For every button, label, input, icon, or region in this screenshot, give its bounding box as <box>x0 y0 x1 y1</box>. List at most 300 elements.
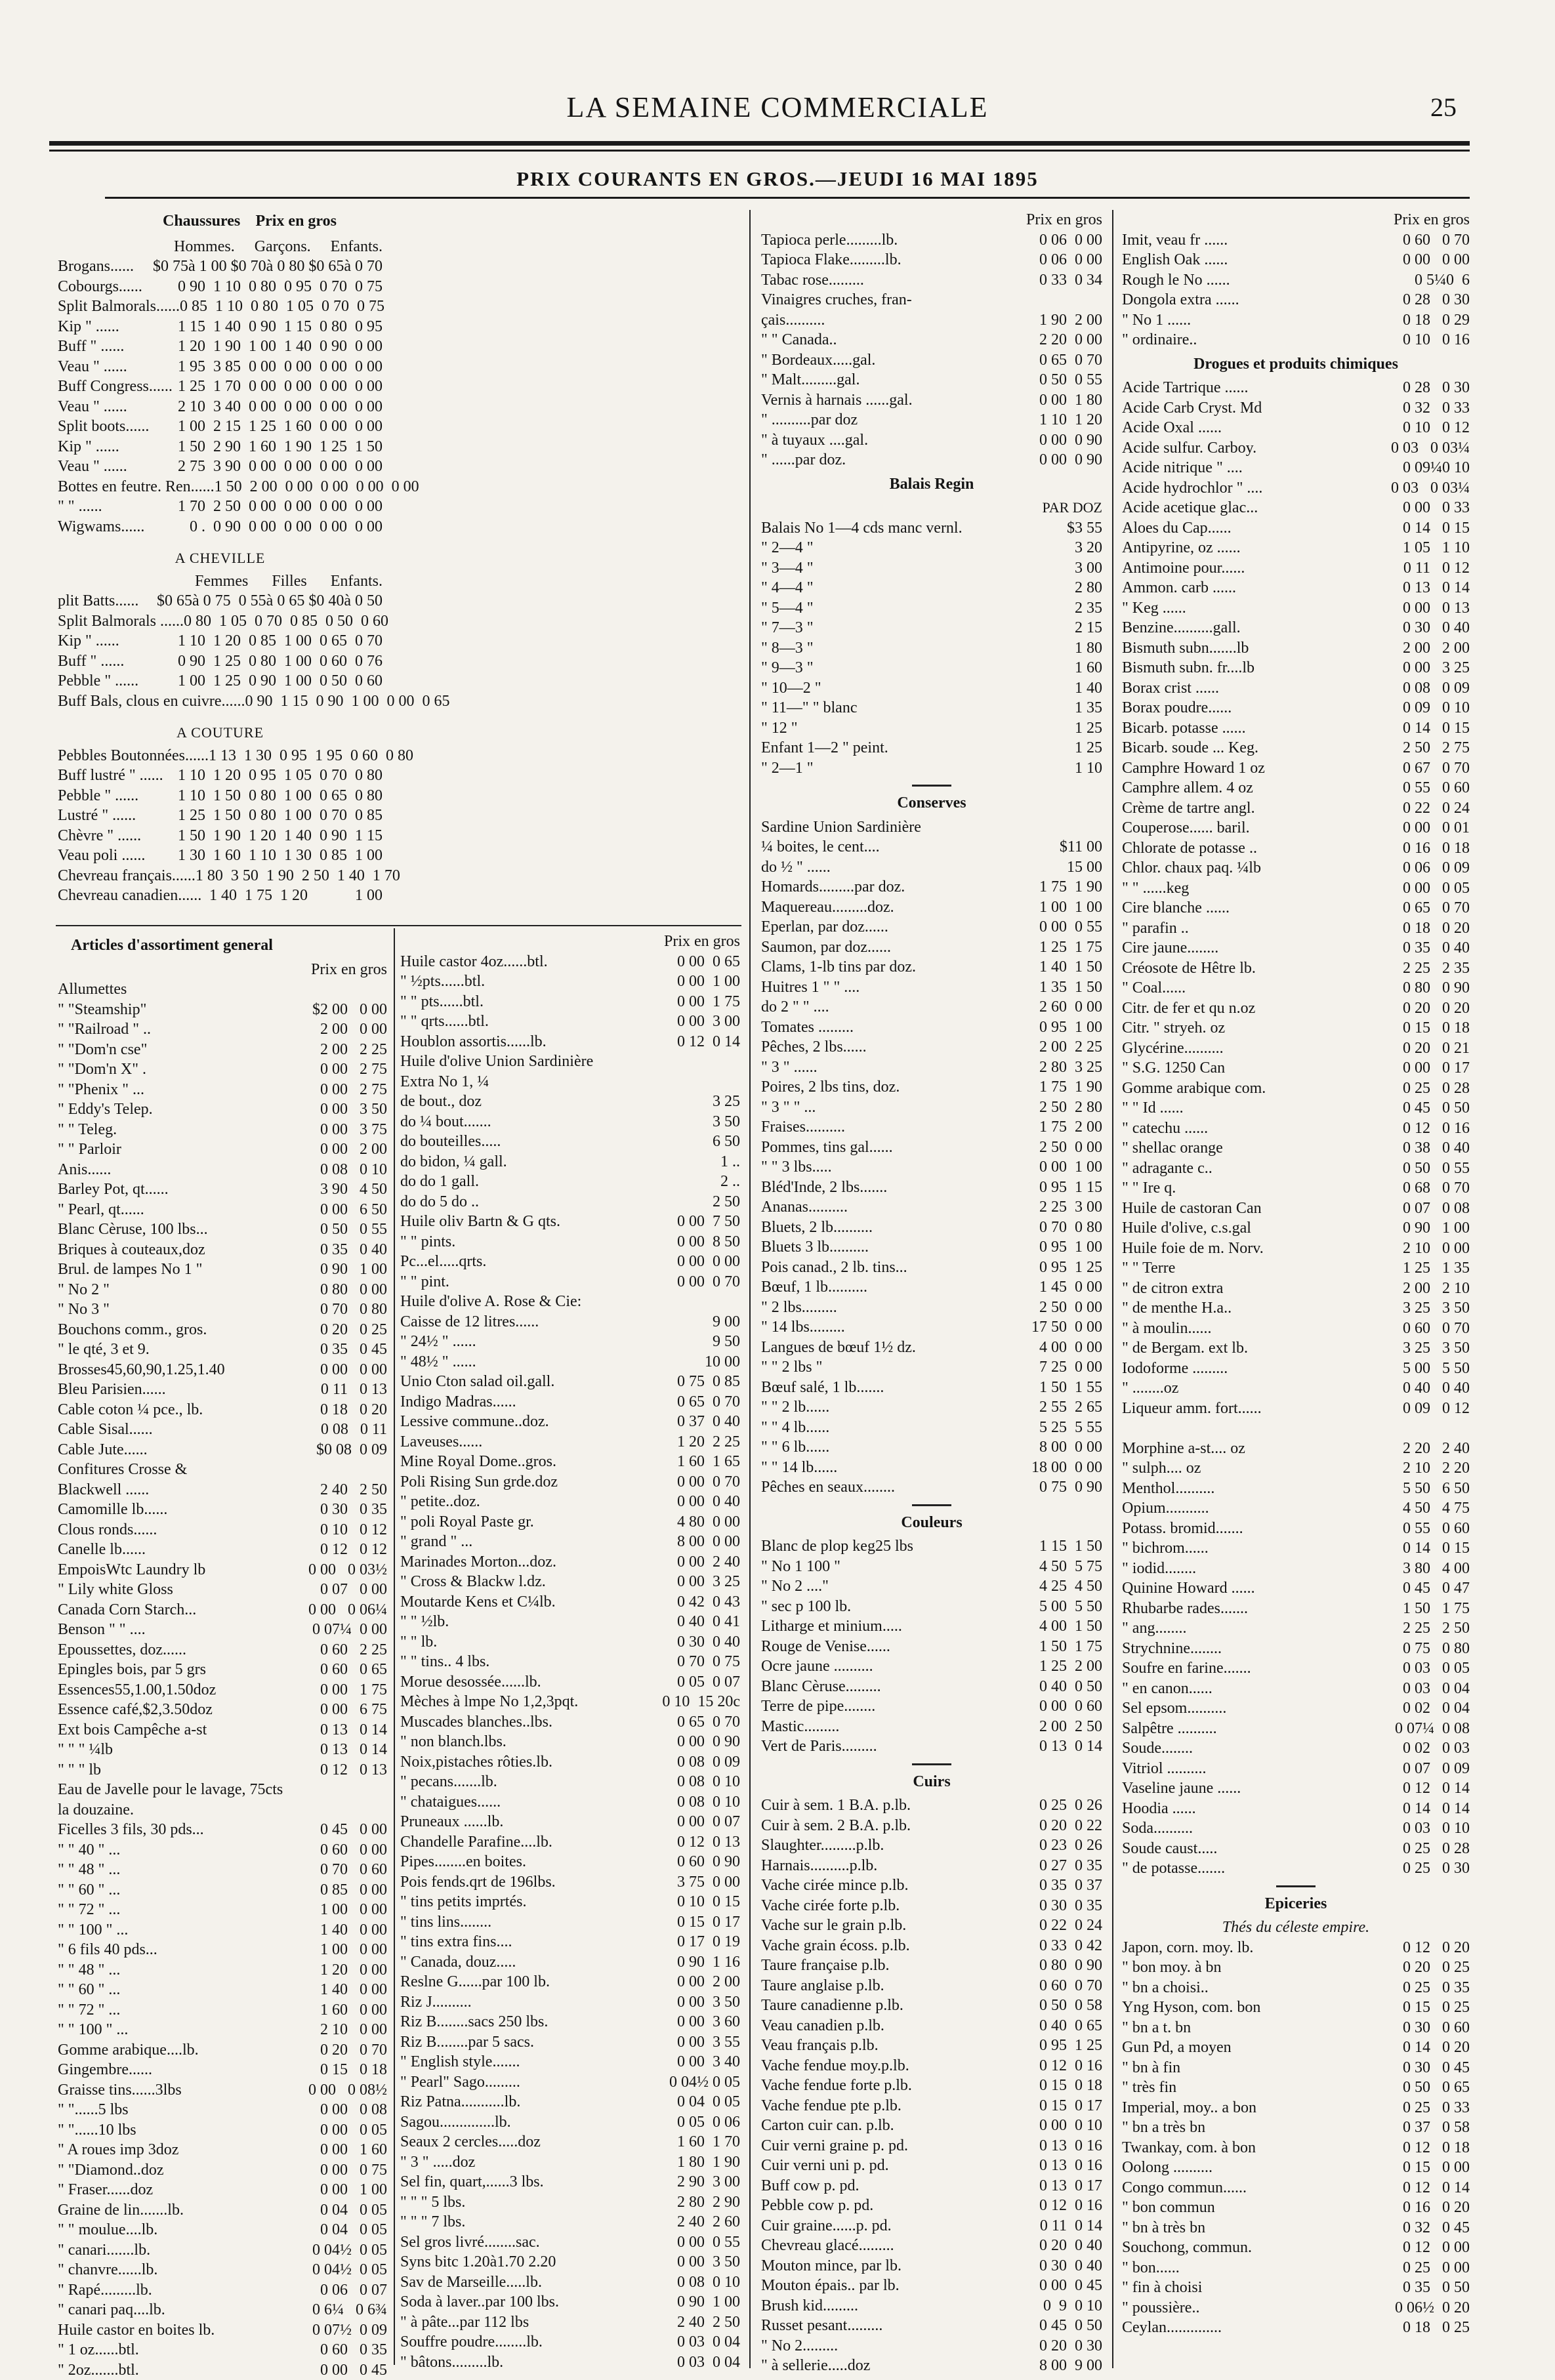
price-row <box>1122 2278 1470 2298</box>
item-label: Cire blanche ...... <box>1122 898 1403 918</box>
hommes-column-head: Hommes. Garçons. Enfants. <box>58 237 383 257</box>
item-price: 0 13 0 16 <box>1039 2136 1102 2156</box>
item-label: Souffre poudre........lb. <box>400 2332 677 2352</box>
item-price: 0 30 0 40 <box>1403 618 1470 638</box>
price-row <box>400 2172 740 2192</box>
item-label: Chevreau glacé......... <box>761 2236 1039 2256</box>
item-label: Terre de pipe........ <box>761 1696 1039 1717</box>
price-row <box>400 1292 740 1312</box>
item-price: 0 07 0 00 <box>320 1580 387 1600</box>
item-price: 0 08 0 09 <box>1403 678 1470 699</box>
item-label: Pipes........en boites. <box>400 1852 677 1872</box>
item-price: 15 00 <box>1067 857 1102 878</box>
item-price: 0 00 1 75 <box>677 992 740 1012</box>
item-price: 0 25 0 26 <box>1039 1795 1102 1816</box>
item-label: " " moulue....lb. <box>58 2220 320 2240</box>
item-price: 2 00 2 50 <box>1039 1717 1102 1737</box>
item-price: 0 12 0 16 <box>1039 2056 1102 2076</box>
item-price: 0 00 3 60 <box>677 2012 740 2032</box>
item-price: 1 60 1 65 <box>677 1452 740 1472</box>
item-price: 1 25 <box>1075 738 1102 758</box>
item-label: " ang........ <box>1122 1618 1403 1639</box>
price-row <box>400 2292 740 2312</box>
item-price: 0 95 1 15 <box>1039 1178 1102 1198</box>
item-price: 1 35 <box>1075 698 1102 718</box>
item-price: 0 40 0 40 <box>1403 1378 1470 1399</box>
item-label: Bluets, 2 lb.......... <box>761 1218 1039 1238</box>
item-price: 0 00 1 80 <box>1039 390 1102 411</box>
item-price: 0 09 0 10 <box>1403 698 1470 718</box>
price-row <box>761 1037 1102 1057</box>
price-row <box>761 1057 1102 1078</box>
page-number: 25 <box>1430 92 1457 123</box>
item-price: 0 00 0 90 <box>1039 450 1102 470</box>
item-label: " Canada, douz..... <box>400 1952 677 1973</box>
price-row <box>58 1019 387 1040</box>
item-label: " No 1 100 " <box>761 1557 1039 1577</box>
section-title: PRIX COURANTS EN GROS.—JEUDI 16 MAI 1895 <box>0 167 1555 191</box>
balais-title: Balais Regin <box>761 474 1102 495</box>
item-label: Citr. " stryeh. oz <box>1122 1018 1403 1038</box>
item-price: 0 9 0 10 <box>1043 2296 1102 2316</box>
item-label: " bn a choisi.. <box>1122 1978 1403 1998</box>
item-price: 0 25 0 30 <box>1403 1858 1470 1879</box>
item-label: " Pearl" Sago......... <box>400 2072 669 2093</box>
item-price: 1 20 2 25 <box>677 1432 740 1452</box>
item-label: Poli Rising Sun grde.doz <box>400 1472 677 1492</box>
item-label: Kip " ...... <box>58 317 178 337</box>
item-price: 0 00 0 06¼ <box>308 1600 387 1620</box>
item-label: Vernis à harnais ......gal. <box>761 390 1039 411</box>
item-label: Ocre jaune .......... <box>761 1656 1039 1677</box>
price-row <box>58 1059 387 1080</box>
price-row <box>400 2232 740 2253</box>
price-row <box>761 837 1102 857</box>
price-row <box>761 917 1102 937</box>
price-row <box>1122 2158 1470 2178</box>
item-price: 0 30 0 35 <box>1039 1896 1102 1916</box>
item-label: " " 48 " ... <box>58 1960 320 1980</box>
item-label: " Pearl, qt...... <box>58 1200 320 1220</box>
item-price: 0 07 0 08 <box>1403 1199 1470 1219</box>
item-price: 0 03 0 05 <box>1403 1658 1470 1679</box>
item-label: " " 48 " ... <box>58 1860 320 1880</box>
item-label: Acide Tartrique ...... <box>1122 378 1403 398</box>
price-row <box>1122 1738 1470 1759</box>
huiles-price-heading: Prix en gros <box>400 932 740 952</box>
price-row <box>1122 2058 1470 2078</box>
item-label: Bléd'Inde, 2 lbs....... <box>761 1178 1039 1198</box>
price-row <box>58 1800 387 1820</box>
price-row <box>58 1520 387 1540</box>
price-row <box>1122 798 1470 819</box>
item-price: 0 30 0 60 <box>1403 2018 1470 2038</box>
item-price: 0 00 3 75 <box>320 1120 387 1140</box>
item-price: 0 80 1 05 0 70 0 85 0 50 0 60 <box>184 611 388 632</box>
item-label: Chlorate de potasse .. <box>1122 838 1403 859</box>
price-row <box>1122 378 1470 398</box>
item-price: $3 55 <box>1067 518 1102 539</box>
item-price: 0 12 0 13 <box>677 1832 740 1853</box>
col3-price-heading: Prix en gros <box>761 210 1102 230</box>
item-price: 0 00 0 55 <box>677 2232 740 2253</box>
item-price: 1 25 2 00 <box>1039 1656 1102 1677</box>
item-label: Homards.........par doz. <box>761 877 1039 897</box>
item-price: 0 08 0 10 <box>677 1792 740 1813</box>
item-label: do do 5 do .. <box>400 1192 713 1212</box>
item-price: 0 00 3 25 <box>1403 658 1470 678</box>
price-row <box>1122 1639 1470 1659</box>
item-price: 0 11 0 14 <box>1040 2216 1102 2236</box>
price-row <box>58 457 383 477</box>
item-price: 0 16 0 20 <box>1403 2198 1470 2218</box>
item-label: " le qté, 3 et 9. <box>58 1340 320 1360</box>
price-row <box>761 578 1102 598</box>
item-price: 0 80 0 90 <box>1403 978 1470 998</box>
price-row <box>58 1180 387 1200</box>
item-label: de bout., doz <box>400 1092 713 1112</box>
column-articles <box>58 932 387 2380</box>
item-price: 0 11 0 12 <box>1403 558 1470 579</box>
price-row <box>761 1197 1102 1218</box>
item-label: Pc...el.....qrts. <box>400 1252 677 1272</box>
price-row <box>761 538 1102 558</box>
item-label: Bismuth subn.......lb <box>1122 638 1403 659</box>
item-label: " tins extra fins.... <box>400 1932 677 1952</box>
price-row <box>761 270 1102 291</box>
item-label: " à sellerie.....doz <box>761 2356 1039 2376</box>
item-label: Maquereau.........doz. <box>761 897 1039 918</box>
price-row <box>761 1597 1102 1617</box>
item-price: 0 00 0 07 <box>677 1812 740 1832</box>
item-price: 0 27 0 35 <box>1039 1856 1102 1876</box>
item-label: " 1 oz......btl. <box>58 2340 320 2360</box>
price-row <box>58 1960 387 1980</box>
item-label: Split boots...... <box>58 417 178 437</box>
price-row <box>400 1252 740 1272</box>
item-label: Imperial, moy.. a bon <box>1122 2098 1403 2118</box>
item-label: " " 2 lbs " <box>761 1357 1039 1378</box>
price-row <box>761 2036 1102 2056</box>
item-price: 1 60 1 70 <box>677 2132 740 2152</box>
item-price: 2 75 3 90 0 00 0 00 0 00 0 00 <box>178 457 383 477</box>
price-row <box>1122 1319 1470 1339</box>
item-label: " tins lins........ <box>400 1912 677 1933</box>
price-row <box>761 230 1102 251</box>
item-price: 1 15 1 50 <box>1039 1536 1102 1557</box>
price-row <box>761 1956 1102 1976</box>
item-price: 5 00 5 50 <box>1039 1597 1102 1617</box>
price-row <box>1122 738 1470 758</box>
item-price: 0 55 0 60 <box>1403 1519 1470 1539</box>
price-row <box>1122 458 1470 478</box>
item-label: " Keg ...... <box>1122 598 1403 619</box>
price-row <box>761 2296 1102 2316</box>
item-label: do bidon, ¼ gall. <box>400 1152 720 1172</box>
item-price: 0 06½ 0 20 <box>1395 2298 1470 2318</box>
column-drogues <box>1122 210 1470 2338</box>
item-price: 0 23 0 26 <box>1039 1836 1102 1856</box>
item-label: Chevreau canadien...... <box>58 886 209 906</box>
price-row <box>58 497 383 517</box>
item-price: 2 20 2 40 <box>1403 1439 1470 1459</box>
price-row <box>761 330 1102 350</box>
item-price: 2 10 2 20 <box>1403 1458 1470 1479</box>
price-row <box>400 1812 740 1832</box>
item-label: Gomme arabique....lb. <box>58 2040 320 2061</box>
item-label: do ½ " ...... <box>761 857 1067 878</box>
item-price: 1 25 1 70 0 00 0 00 0 00 0 00 <box>178 377 383 397</box>
price-row <box>400 1432 740 1452</box>
item-label: " 3 " " ... <box>761 1098 1039 1118</box>
articles-list <box>58 979 387 2380</box>
item-price: 0 03 0 10 <box>1403 1818 1470 1839</box>
item-price: 0 09 0 12 <box>1403 1399 1470 1419</box>
price-row <box>400 1852 740 1872</box>
price-row <box>58 1040 387 1060</box>
item-label: Ananas.......... <box>761 1197 1039 1218</box>
item-label: " 3 " ...... <box>761 1057 1039 1078</box>
price-row <box>1122 878 1470 899</box>
item-price: 0 25 0 28 <box>1403 1839 1470 1859</box>
price-row <box>1122 638 1470 659</box>
item-price: 0 35 0 37 <box>1039 1876 1102 1896</box>
price-row <box>400 2332 740 2352</box>
item-label: " bâtons.........lb. <box>400 2352 677 2373</box>
item-label: Veau " ...... <box>58 457 178 477</box>
item-label: Pois canad., 2 lb. tins... <box>761 1258 1039 1278</box>
item-label: Pebble cow p. pd. <box>761 2196 1039 2216</box>
price-row <box>761 2256 1102 2276</box>
price-row <box>400 1712 740 1733</box>
price-row <box>761 1437 1102 1458</box>
price-row <box>1122 310 1470 331</box>
price-row <box>761 1418 1102 1438</box>
item-label: Muscades blanches..lbs. <box>400 1712 677 1733</box>
item-price: 0 90 1 15 0 90 1 00 0 00 0 65 <box>245 691 450 712</box>
item-price: 0 13 0 14 <box>320 1720 387 1740</box>
item-label: Acide hydrochlor " .... <box>1122 478 1391 499</box>
item-label: " " Parloir <box>58 1139 320 1160</box>
item-price: 0 03 0 03¼ <box>1391 478 1470 499</box>
item-price: 0 00 0 00 <box>1403 250 1470 270</box>
item-price: 0 65 0 70 <box>1403 898 1470 918</box>
price-row <box>1122 2318 1470 2338</box>
price-row <box>58 786 383 806</box>
price-row <box>1122 778 1470 798</box>
price-row <box>761 1557 1102 1577</box>
rule-under-chaussures <box>56 925 741 926</box>
price-row <box>761 897 1102 918</box>
item-price: 0 65 0 70 <box>677 1392 740 1412</box>
section-rule <box>105 197 1470 199</box>
item-label: Marinades Morton...doz. <box>400 1552 677 1572</box>
price-row <box>761 2176 1102 2196</box>
price-row <box>58 1880 387 1900</box>
item-price: 10 00 <box>705 1352 740 1372</box>
item-price: 0 14 0 14 <box>1403 1799 1470 1819</box>
item-price: 0 12 0 14 <box>1403 1778 1470 1799</box>
item-label: " " pts......btl. <box>400 992 677 1012</box>
item-price: 0 28 0 30 <box>1403 290 1470 310</box>
item-price: 2 15 <box>1075 618 1102 638</box>
item-label: Bleu Parisien...... <box>58 1380 321 1400</box>
item-price: 0 60 0 00 <box>320 1840 387 1860</box>
item-label: Lustré " ...... <box>58 806 178 826</box>
price-row <box>400 1552 740 1572</box>
col4-price-heading: Prix en gros <box>1122 210 1470 230</box>
item-label: Brosses45,60,90,1.25,1.40 <box>58 1360 320 1380</box>
price-row <box>761 350 1102 371</box>
price-row <box>761 370 1102 390</box>
item-price: 0 32 0 45 <box>1403 2218 1470 2238</box>
price-row <box>58 2260 387 2280</box>
item-price: 2 35 <box>1075 598 1102 619</box>
item-label: Ficelles 3 fils, 30 pds... <box>58 1820 320 1840</box>
item-price: 0 15 0 25 <box>1403 1998 1470 2018</box>
item-price: 3 25 3 50 <box>1403 1298 1470 1319</box>
item-price: 0 45 0 47 <box>1403 1578 1470 1599</box>
item-price: 0 50 0 65 <box>1403 2078 1470 2098</box>
price-row <box>761 2116 1102 2136</box>
price-row <box>58 1860 387 1880</box>
price-row <box>761 817 1102 838</box>
item-price: 0 00 2 75 <box>320 1059 387 1080</box>
item-label: Clous ronds...... <box>58 1520 320 1540</box>
item-label: Balais No 1—4 cds manc vernl. <box>761 518 1067 539</box>
item-price: 0 85 0 00 <box>320 1880 387 1900</box>
item-price: 0 00 2 00 <box>320 1139 387 1160</box>
price-row <box>58 2340 387 2360</box>
item-label: " fin à choisi <box>1122 2278 1403 2298</box>
item-price: 0 15 0 18 <box>320 2060 387 2080</box>
item-price: 2 60 0 00 <box>1039 997 1102 1017</box>
couleurs-list <box>761 1536 1102 1757</box>
item-label: Oolong .......... <box>1122 2158 1403 2178</box>
price-row <box>1122 658 1470 678</box>
item-price: 0 00 2 40 <box>677 1552 740 1572</box>
price-row <box>761 1576 1102 1597</box>
price-row <box>761 1458 1102 1478</box>
price-row <box>1122 1839 1470 1859</box>
price-row <box>761 678 1102 699</box>
item-price: $0 65à 0 75 0 55à 0 65 $0 40à 0 50 <box>157 591 383 611</box>
price-row <box>1122 2298 1470 2318</box>
price-row <box>400 1192 740 1212</box>
price-row <box>761 1976 1102 1996</box>
item-label: Cable coton ¼ pce., lb. <box>58 1400 320 1420</box>
item-label: " 2oz.......btl. <box>58 2360 320 2380</box>
item-price: 0 60 0 70 <box>1403 1319 1470 1339</box>
item-price: 1 40 <box>1075 678 1102 699</box>
item-label: Huile d'olive, c.s.gal <box>1122 1218 1403 1239</box>
item-label: Yng Hyson, com. bon <box>1122 1998 1403 2018</box>
price-row <box>1122 2118 1470 2138</box>
item-price: 0 15 0 18 <box>1403 1018 1470 1038</box>
item-label: " ½pts......btl. <box>400 972 677 992</box>
price-row <box>58 1360 387 1380</box>
item-price: 0 50 0 55 <box>320 1220 387 1240</box>
item-price: 0 07½ 0 09 <box>312 2320 387 2341</box>
item-price: 2 50 0 00 <box>1039 1298 1102 1318</box>
price-row <box>761 2136 1102 2156</box>
item-label: Anis...... <box>58 1160 320 1180</box>
price-row <box>58 1640 387 1660</box>
item-label: " " 4 lb...... <box>761 1418 1039 1438</box>
item-price: 0 95 1 00 <box>1039 1017 1102 1038</box>
item-price: 0 25 0 28 <box>1403 1078 1470 1099</box>
item-label: Brogans...... <box>58 256 153 277</box>
item-price: 0 95 1 25 <box>1039 2036 1102 2056</box>
item-price: 0 06 0 09 <box>1403 858 1470 878</box>
price-row <box>400 2352 740 2373</box>
item-price: 0 00 0 10 <box>1039 2116 1102 2136</box>
price-row <box>1122 1118 1470 1139</box>
item-price: 0 00 0 40 <box>677 1492 740 1512</box>
item-price: 0 00 3 40 <box>677 2052 740 2072</box>
cousue-list <box>58 746 383 906</box>
item-price: 0 00 2 75 <box>320 1080 387 1100</box>
item-price: 0 18 0 29 <box>1403 310 1470 331</box>
item-price: 0 13 0 14 <box>1039 1736 1102 1757</box>
item-label: Huile foie de m. Norv. <box>1122 1239 1403 1259</box>
item-price: 3 50 <box>713 1112 740 1132</box>
item-price: 0 80 0 00 <box>320 1280 387 1300</box>
item-price: 0 25 0 33 <box>1403 2098 1470 2118</box>
price-row <box>761 658 1102 678</box>
item-label: Glycérine.......... <box>1122 1038 1403 1059</box>
price-row <box>400 1612 740 1632</box>
price-row <box>58 1560 387 1580</box>
item-price: 0 90 1 16 <box>677 1952 740 1973</box>
price-row <box>761 450 1102 470</box>
item-label: " 3—4 " <box>761 558 1075 579</box>
item-price: 0 00 0 08½ <box>308 2080 387 2101</box>
item-price: 0 60 0 35 <box>320 2340 387 2360</box>
item-label: Menthol.......... <box>1122 1479 1403 1499</box>
item-label: Graine de lin.......lb. <box>58 2200 320 2221</box>
price-row <box>1122 898 1470 918</box>
price-row <box>761 2356 1102 2376</box>
price-row <box>761 1677 1102 1697</box>
item-price: 3 80 4 00 <box>1403 1559 1470 1579</box>
item-price: $0 75à 1 00 $0 70à 0 80 $0 65à 0 70 <box>153 256 383 277</box>
item-price: 0 67 0 70 <box>1403 758 1470 779</box>
price-row <box>58 1099 387 1120</box>
item-price: 8 00 0 00 <box>1039 1437 1102 1458</box>
item-label: Litharge et minium..... <box>761 1616 1039 1637</box>
price-row <box>761 1637 1102 1657</box>
item-label: " pecans.......lb. <box>400 1772 677 1792</box>
item-price: 1 75 1 90 <box>1039 877 1102 897</box>
item-price: 0 03 0 04 <box>1403 1679 1470 1699</box>
item-label: Blanc Cèruse......... <box>761 1677 1039 1697</box>
price-row <box>58 317 383 337</box>
item-label: Graisse tins......3lbs <box>58 2080 308 2101</box>
item-label: " Coal...... <box>1122 978 1403 998</box>
item-price: 0 00 0 65 <box>677 952 740 972</box>
item-label: Strychnine........ <box>1122 1639 1403 1659</box>
item-price: 0 08 0 10 <box>320 1160 387 1180</box>
item-label: Buff Bals, clous en cuivre...... <box>58 691 245 712</box>
item-price: 1 70 2 50 0 00 0 00 0 00 0 00 <box>178 497 383 517</box>
drogues-title: Drogues et produits chimiques <box>1122 354 1470 375</box>
item-price: 1 95 3 85 0 00 0 00 0 00 0 00 <box>178 357 383 377</box>
item-label: Veau " ...... <box>58 397 178 417</box>
divider-col2-col3 <box>749 210 751 2368</box>
price-row <box>761 290 1102 310</box>
item-label: Noix,pistaches rôties.lb. <box>400 1752 677 1773</box>
